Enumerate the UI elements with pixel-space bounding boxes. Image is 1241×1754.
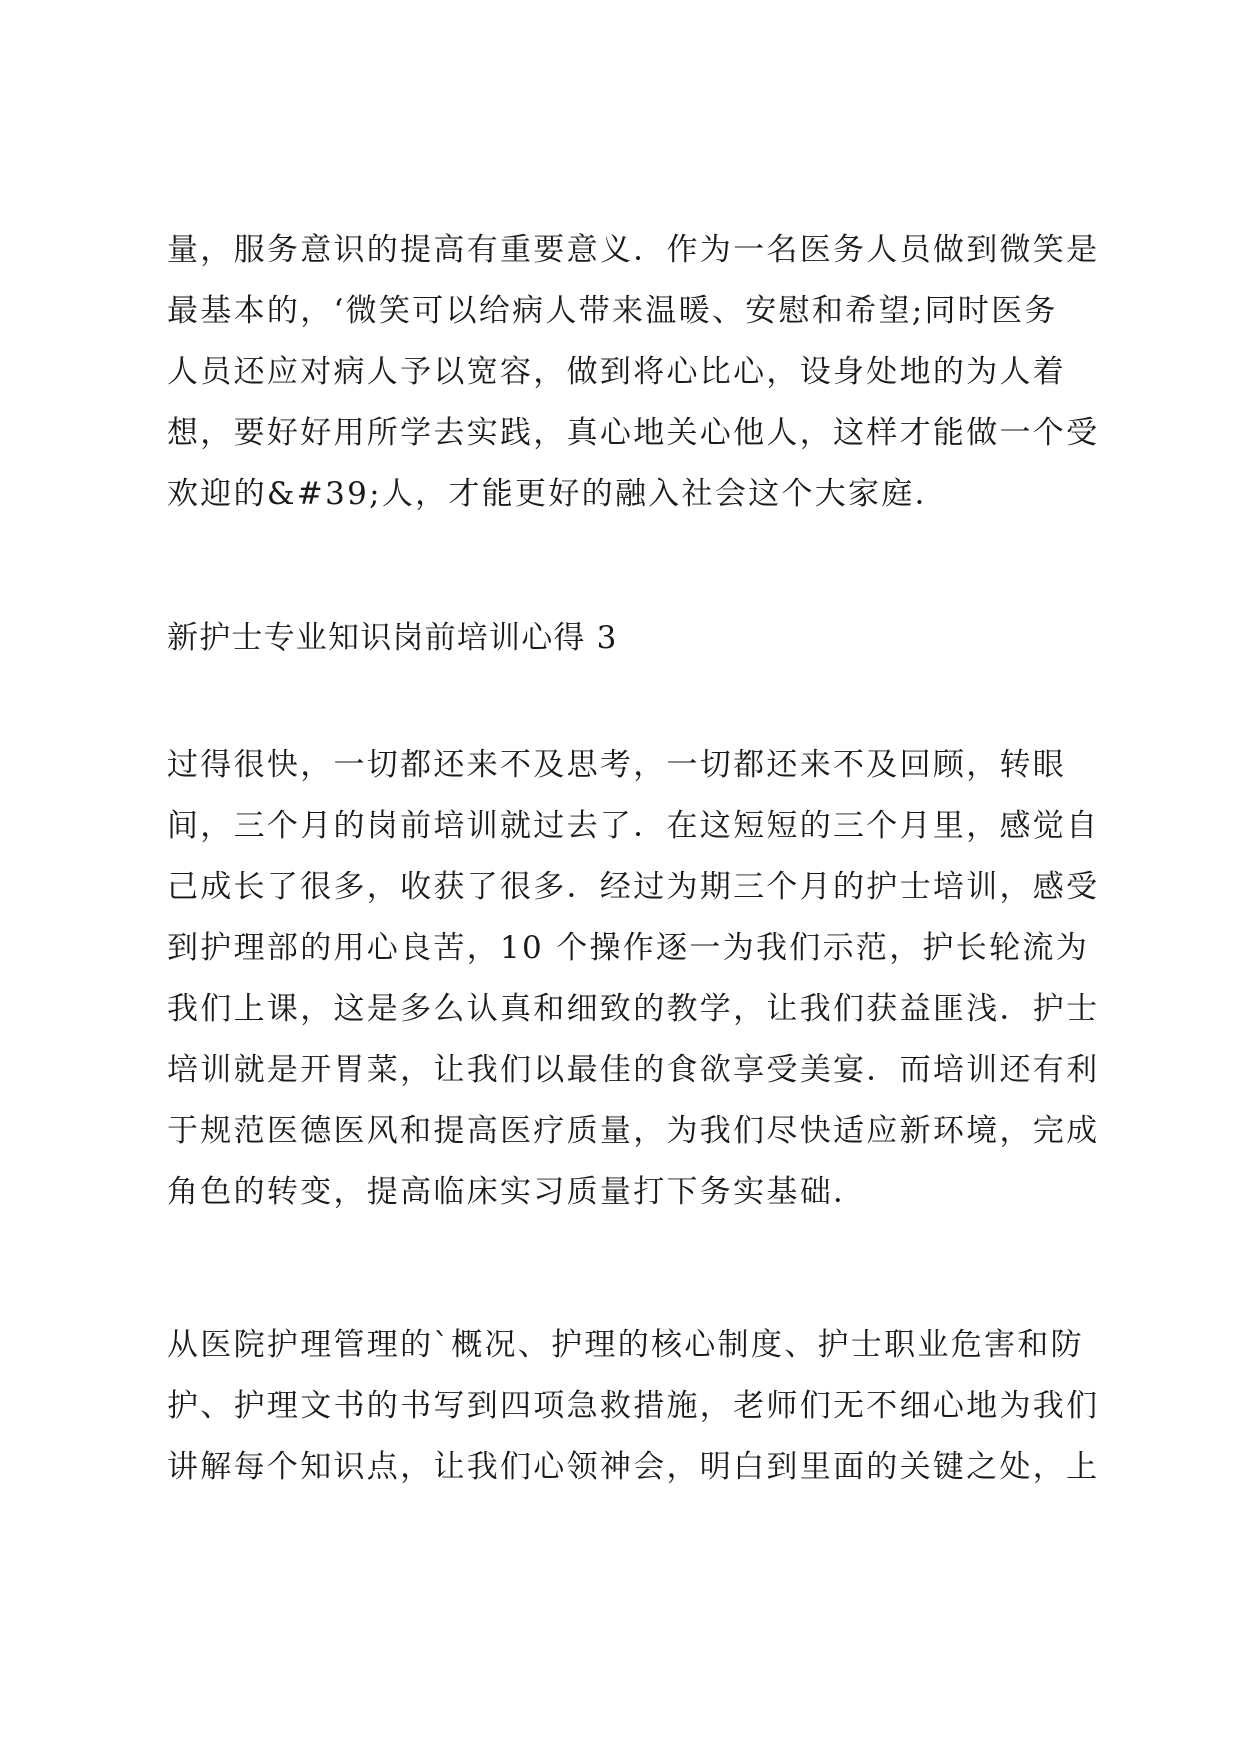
paragraph-1-line-5: 欢迎的&#39;人，才能更好的融入社会这个大家庭． xyxy=(167,476,948,512)
paragraph-1-line-3: 人员还应对病人予以宽容，做到将心比心，设身处地的为人着 xyxy=(167,354,1067,390)
paragraph-2-line-3: 己成长了很多，收获了很多．经过为期三个月的护士培训，感受 xyxy=(167,869,1100,905)
paragraph-2-line-7: 于规范医德医风和提高医疗质量，为我们尽快适应新环境，完成 xyxy=(167,1113,1100,1149)
paragraph-2-line-2: 间，三个月的岗前培训就过去了．在这短短的三个月里，感觉自 xyxy=(167,808,1100,844)
paragraph-2-line-8: 角色的转变，提高临床实习质量打下务实基础． xyxy=(167,1174,867,1210)
paragraph-2-line-6: 培训就是开胃菜，让我们以最佳的食欲享受美宴．而培训还有利 xyxy=(167,1052,1100,1088)
paragraph-1-line-4: 想，要好好用所学去实践，真心地关心他人，这样才能做一个受 xyxy=(167,415,1100,451)
paragraph-1-line-1: 量，服务意识的提高有重要意义．作为一名医务人员做到微笑是 xyxy=(167,232,1100,268)
paragraph-2-line-4: 到护理部的用心良苦，10 个操作逐一为我们示范，护长轮流为 xyxy=(167,930,1089,966)
paragraph-3-line-2: 护、护理文书的书写到四项急救措施，老师们无不细心地为我们 xyxy=(167,1388,1100,1424)
paragraph-1-line-2: 最基本的，‘微笑可以给病人带来温暖、安慰和希望;同时医务 xyxy=(167,293,1058,329)
paragraph-3-line-1: 从医院护理管理的`概况、护理的核心制度、护士职业危害和防 xyxy=(167,1327,1084,1363)
section-heading: 新护士专业知识岗前培训心得 3 xyxy=(167,620,618,656)
paragraph-2-line-5: 我们上课，这是多么认真和细致的教学，让我们获益匪浅．护士 xyxy=(167,991,1100,1027)
paragraph-2-line-1: 过得很快，一切都还来不及思考，一切都还来不及回顾，转眼 xyxy=(167,747,1067,783)
paragraph-3-line-3: 讲解每个知识点，让我们心领神会，明白到里面的关键之处，上 xyxy=(167,1449,1100,1485)
